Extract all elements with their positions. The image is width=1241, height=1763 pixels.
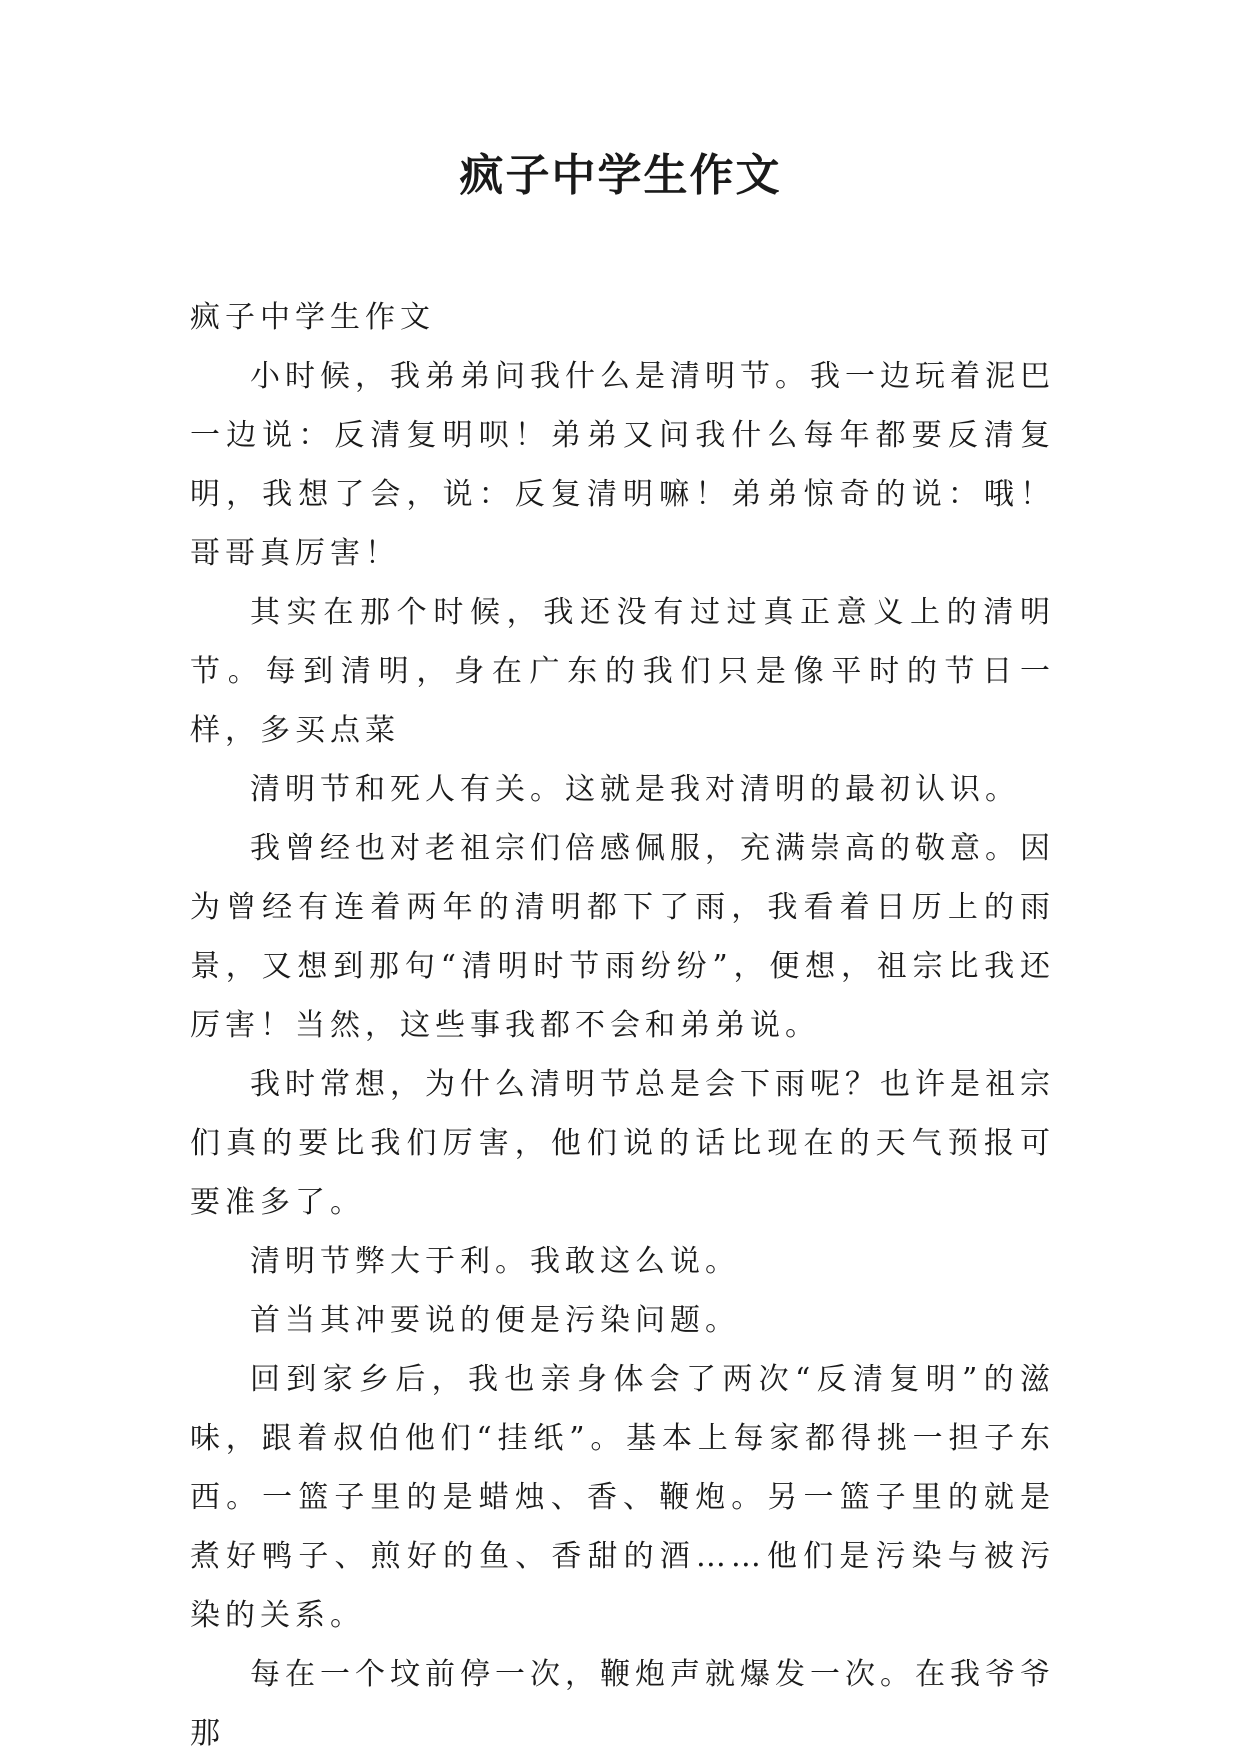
paragraph-6: 清明节弊大于利。我敢这么说。: [250, 1244, 740, 1279]
paragraph-2: 其实在那个时候，我还没有过过真正意义上的清明节。每到清明，身在广东的我们只是像平时的节日一样，多买点菜: [190, 595, 1055, 748]
document-title: 疯子中学生作文: [459, 150, 782, 201]
document-subtitle: 疯子中学生作文: [190, 300, 435, 335]
paragraph-5: 我时常想，为什么清明节总是会下雨呢？也许是祖宗们真的要比我们厉害，他们说的话比现在的天气预报可要准多了。: [190, 1067, 1055, 1220]
paragraph-1: 小时候，我弟弟问我什么是清明节。我一边玩着泥巴一边说：反清复明呗！弟弟又问我什么每年都要反清复明，我想了会，说：反复清明嘛！弟弟惊奇的说：哦！哥哥真厉害！: [190, 359, 1055, 571]
paragraph-4: 我曾经也对老祖宗们倍感佩服，充满崇高的敬意。因为曾经有连着两年的清明都下了雨，我看着日历上的雨景，又想到那句“清明时节雨纷纷”，便想，祖宗比我还厉害！当然，这些事我都不会和弟弟说。: [190, 831, 1055, 1043]
paragraph-7: 首当其冲要说的便是污染问题。: [250, 1303, 740, 1338]
document-body: [190, 288, 1055, 1763]
paragraph-3: 清明节和死人有关。这就是我对清明的最初认识。: [250, 772, 1020, 807]
paragraph-9: 每在一个坟前停一次，鞭炮声就爆发一次。在我爷爷那: [190, 1657, 1055, 1751]
paragraph-8: 回到家乡后，我也亲身体会了两次“反清复明”的滋味，跟着叔伯他们“挂纸”。基本上每家都得挑一担子东西。一篮子里的是蜡烛、香、鞭炮。另一篮子里的就是煮好鸭子、煎好的鱼、香甜的酒……他们是污染与被污染的关系。: [190, 1362, 1055, 1633]
